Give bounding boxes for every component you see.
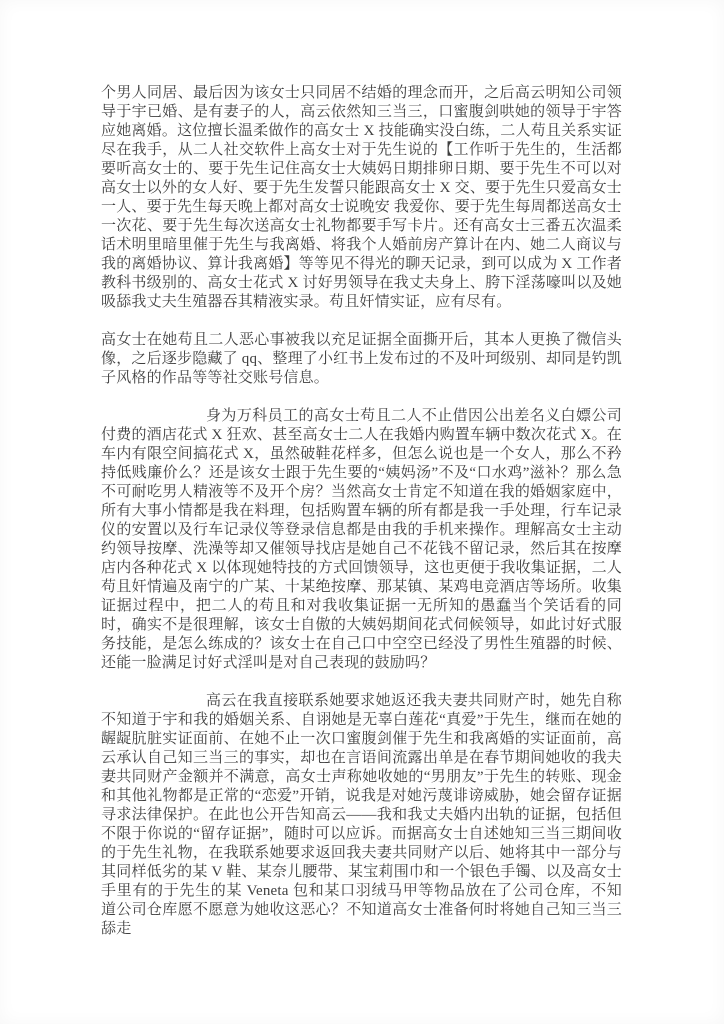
text-content: [101, 84, 622, 939]
paragraph-1: 个男人同居、最后因为该女士只同居不结婚的理念而开，之后高云明知公司领导于宇已婚、是有妻子的人，高云依然知三当三，口蜜腹剑哄她的领导于宇答应她离婚。这位擅长温柔做作的高女士 X 技能确实没白练，二人苟且关系实证尽在我手，从二人社交软件上高女士对于先生说的【工作听于先生的，生活都要听高女士的、要于先生记住高女士大姨妈日期排卵日期、要于先生不可以对高女士以外的女人好、要于先生发誓只能跟高女士 X 交、要于先生只爱高女士一人、要于先生每天晚上都对高女士说晚安 我爱你、要于先生每周都送高女士一次花、要于先生每次送高女士礼物都要手写卡片。还有高女士三番五次温柔话术明里暗里催于先生与我离婚、将我个人婚前房产算计在内、她二人商议与我的离婚协议、算计我离婚】等等见不得光的聊天记录，到可以成为 X 工作者教科书级别的、高女士花式 X 讨好男领导在我丈夫身上、胯下淫荡嚎叫以及她吸舔我丈夫生殖器吞其精液实录。苟且奸情实证，应有尽有。: [101, 85, 622, 310]
paragraph-3: 身为万科员工的高女士苟且二人不止借因公出差名义白嫖公司付费的酒店花式 X 狂欢、甚至高女士二人在我婚内购置车辆中数次花式 X。在车内有限空间搞花式 X，虽然破鞋花样多，但怎么说也是一个女人，那么不矜持低贱廉价么？还是该女士跟于先生要的“姨妈汤”不及“口水鸡”滋补？那么急不可耐吃男人精液等不及开个房？当然高女士肯定不知道在我的婚姻家庭中，所有大事小情都是我在料理，包括购置车辆的所有都是我一手处理，行车记录仪的安置以及行车记录仪等登录信息都是由我的手机来操作。理解高女士主动约领导按摩、洗澡等却又催领导找店是她自己不花钱不留记录，然后其在按摩店内各种花式 X 以体现她特技的方式回馈领导，这也更便于我收集证据，二人苟且奸情遍及南宁的广某、十某绝按摩、那某镇、某鸡电竞酒店等场所。收集证据过程中，把二人的苟且和对我收集证据一无所知的愚蠢当个笑话看的同时，确实不是很理解，该女士自傲的大姨妈期间花式伺候领导，如此讨好式服务技能，是怎么练成的？该女士在自己口中空空已经没了男性生殖器的时候、还能一脸满足讨好式淫叫是对自己表现的鼓励吗？: [101, 408, 622, 671]
paragraph-2: 高女士在她苟且二人恶心事被我以充足证据全面撕开后，其本人更换了微信头像，之后逐步隐藏了 qq、整理了小红书上发布过的不及叶珂级别、却同是钓凯子风格的作品等等社交账号信息。: [101, 332, 622, 386]
paragraph-4: 高云在我直接联系她要求她返还我夫妻共同财产时，她先自称不知道于宇和我的婚姻关系、自诩她是无辜白莲花“真爱”于先生，继而在她的龌龊肮脏实证面前、在她不止一次口蜜腹剑催于先生和我离婚的实证面前，高云承认自己知三当三的事实，却也在言语间流露出单是在春节期间她收的我夫妻共同财产金额并不满意，高女士声称她收她的“男朋友”于先生的转账、现金和其他礼物都是正常的“恋爱”开销，说我是对她污蔑诽谤威胁，她会留存证据寻求法律保护。在此也公开告知高云——我和我丈夫婚内出轨的证据，包括但不限于你说的“留存证据”，随时可以应诉。而据高女士自述她知三当三期间收的于先生礼物，在我联系她要求返回我夫妻共同财产以后、她将其中一部分与其同样低劣的某 V 鞋、某奈儿腰带、某宝莉围巾和一个银色手镯、以及高女士手里有的于先生的某 Veneta 包和某口羽绒马甲等物品放在了公司仓库，不知道公司仓库愿不愿意为她收这恶心？不知道高女士准备何时将她自己知三当三舔走: [101, 693, 622, 937]
